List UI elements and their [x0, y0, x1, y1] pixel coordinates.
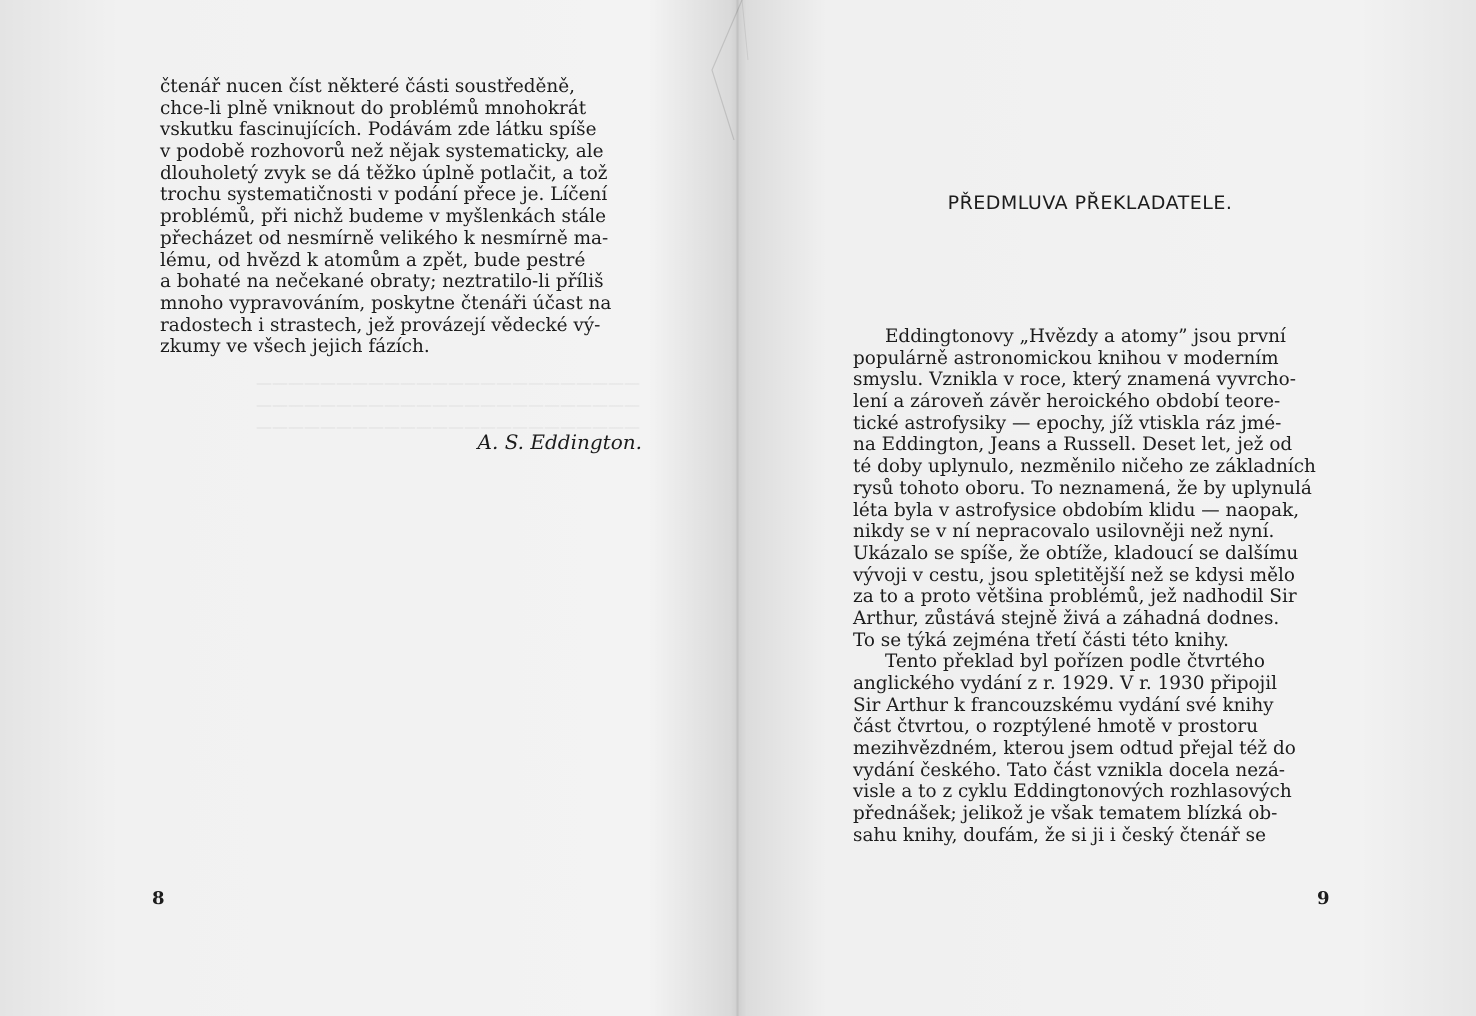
text-line: Sir Arthur k francouzskému vydání své knihy [853, 694, 1274, 716]
foreword-closing-paragraph [160, 76, 642, 358]
text-line: dlouholetý zvyk se dá těžko úplně potlačit, a tož [160, 162, 608, 184]
chapter-heading: PŘEDMLUVA PŘEKLADATELE. [947, 192, 1233, 214]
text-line: lení a zároveň závěr heroického období teore- [853, 391, 1281, 413]
text-line: tické astrofysiky — epochy, jíž vtiskla ráz jmé- [853, 412, 1282, 434]
text-line: smyslu. Vznikla v roce, který znamená vyvrcho- [853, 369, 1296, 391]
page-number-right: 9 [1317, 888, 1330, 909]
text-line: Eddingtonovy „Hvězdy a atomy” jsou první [885, 326, 1286, 347]
text-line: na Eddington, Jeans a Russell. Deset let, jež od [853, 434, 1293, 456]
text-line: zkumy ve všech jejich fázích. [160, 336, 430, 358]
text-line: lému, od hvězd k atomům a zpět, bude pestré [160, 249, 586, 271]
text-line: vskutku fascinujících. Podávám zde látku spíše [160, 119, 597, 141]
text-line: čtenář nucen číst některé části soustředěně, [160, 76, 576, 97]
page-number-left: 8 [152, 888, 165, 909]
translator-foreword-text [853, 326, 1331, 847]
text-line: mnoho vypravováním, poskytne čtenáři účast na [160, 292, 612, 314]
text-line: chce-li plně vniknout do problémů mnohokrát [160, 97, 587, 119]
text-line: přecházet od nesmírně velikého k nesmírně ma- [160, 227, 609, 249]
text-line: sahu knihy, doufám, že si ji i český čtenář se [853, 824, 1266, 846]
text-line: a bohaté na nečekané obraty; neztratilo-li příliš [160, 271, 604, 293]
text-line: vydání českého. Tato část vznikla docela nezá- [853, 759, 1286, 781]
text-line: nikdy se v ní nepracovalo usilovněji než nyní. [853, 521, 1275, 543]
text-line: té doby uplynulo, nezměnilo ničeho ze základních [853, 456, 1316, 478]
text-line: trochu systematičnosti v podání přece je. Líčení [160, 184, 608, 206]
text-line: visle a to z cyklu Eddingtonových rozhlasových [853, 781, 1292, 803]
text-line: radostech i strastech, jež provázejí vědecké vý- [160, 314, 601, 336]
text-line: problémů, při nichž budeme v myšlenkách stále [160, 206, 607, 228]
author-signature: A. S. Eddington. [477, 430, 642, 454]
text-line: v podobě rozhovorů než nějak systematicky, ale [160, 141, 604, 163]
text-line: léta byla v astrofysice obdobím klidu — naopak, [853, 499, 1300, 521]
text-line: anglického vydání z r. 1929. V r. 1930 připojil [853, 673, 1278, 694]
text-line: populárně astronomickou knihou v moderním [853, 347, 1279, 369]
text-line: To se týká zejména třetí části této knihy. [853, 629, 1230, 651]
text-line: rysů tohoto oboru. To neznamená, že by uplynulá [853, 477, 1312, 499]
text-line: Arthur, zůstává stejně živá a záhadná dodnes. [853, 607, 1280, 629]
text-line: část čtvrtou, o rozptýlené hmotě v prostoru [853, 716, 1259, 738]
text-line: Tento překlad byl pořízen podle čtvrtého [885, 651, 1265, 673]
text-line: přednášek; jelikož je však tematem blízká ob- [853, 803, 1278, 825]
bleed-through-texture: ———————————————————————— ———————————————————————— ———————————————————————— [256, 373, 640, 436]
text-line: vývoji v cestu, jsou spletitější než se kdysi mělo [853, 564, 1295, 586]
text-line: mezihvězdném, kterou jsem odtud přejal též do [853, 738, 1296, 760]
text-line: za to a proto většina problémů, jež nadhodil Sir [853, 586, 1297, 608]
text-line: Ukázalo se spíše, že obtíže, kladoucí se dalšímu [853, 542, 1299, 564]
